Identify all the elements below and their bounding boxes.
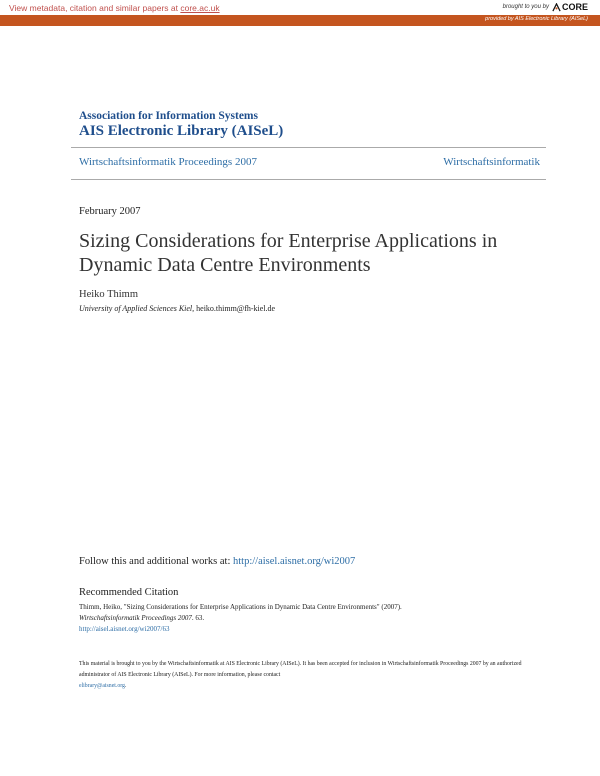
brought-by-text: brought to you by (502, 4, 549, 10)
core-link-site: core.ac.uk (180, 3, 220, 13)
proceedings-link[interactable]: Wirtschaftsinformatik Proceedings 2007 (79, 156, 257, 168)
core-logo[interactable] (552, 2, 588, 12)
core-provided-strip (0, 15, 600, 26)
library-title[interactable]: AIS Electronic Library (AISeL) (79, 123, 284, 139)
core-logo-text: CORE (561, 2, 588, 12)
provided-by-text: provided by AIS Electronic Library (AISeL) (485, 16, 588, 22)
notice-text: This material is brought to you by the Wirtschaftsinformatik at AIS Electronic Library (AISeL). It has been accepted for inclusion in Wirtschaftsinformatik Proceedings 2007 by an authorized administrator of AIS Electronic Library (AISeL). For more information, please contact (79, 661, 522, 678)
citation-text: Thimm, Heiko, "Sizing Considerations for Enterprise Applications in Dynamic Data Centre Environments" (2007). (79, 603, 402, 611)
citation-link[interactable]: http://aisel.aisnet.org/wi2007/63 (79, 625, 170, 633)
follow-line (79, 556, 355, 567)
notice-end: . (124, 683, 127, 689)
core-logo-icon (552, 3, 561, 12)
author-email: heiko.thimm@fh-kiel.de (194, 304, 276, 313)
publication-date: February 2007 (79, 206, 141, 217)
header-divider-bottom (71, 179, 546, 180)
core-banner (0, 0, 600, 26)
association-title[interactable]: Association for Information Systems (79, 110, 258, 122)
author-name: Heiko Thimm (79, 289, 139, 300)
author-affiliation (79, 304, 275, 313)
affiliation-text: University of Applied Sciences Kiel, (79, 304, 195, 313)
core-metadata-link[interactable] (9, 3, 220, 13)
paper-title: Sizing Considerations for Enterprise Applications in Dynamic Data Centre Environments (79, 230, 498, 276)
core-brought-by (503, 2, 588, 12)
follow-prefix: Follow this and additional works at: (79, 556, 233, 567)
notice-block (79, 659, 549, 692)
series-link[interactable]: Wirtschaftsinformatik (443, 156, 540, 168)
notice-email-link[interactable]: elibrary@aisnet.org (79, 683, 125, 689)
citation-number: . 63. (191, 614, 205, 622)
core-link-prefix: View metadata, citation and similar papers at (9, 3, 181, 13)
header-divider-top (71, 147, 546, 148)
citation-block (79, 602, 549, 635)
citation-series: Wirtschaftsinformatik Proceedings 2007 (79, 614, 192, 622)
follow-link[interactable]: http://aisel.aisnet.org/wi2007 (233, 556, 356, 567)
recommended-citation-heading: Recommended Citation (79, 587, 179, 598)
